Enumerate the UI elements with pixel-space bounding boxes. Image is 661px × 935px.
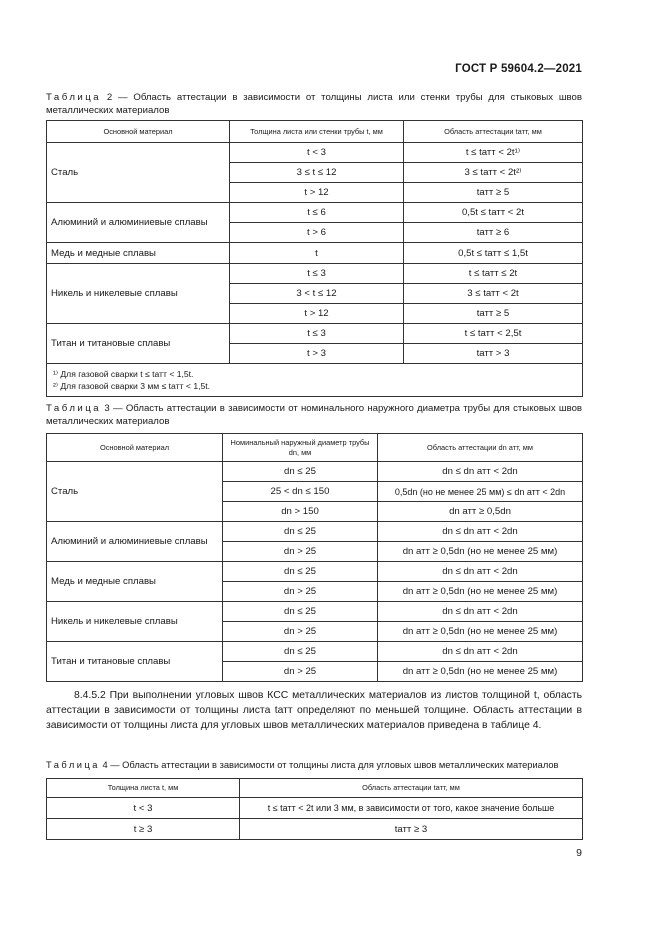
table3-material: Никель и никелевые сплавы (47, 602, 223, 642)
table4-header-range: Область аттестации tатт, мм (240, 779, 583, 798)
table2-thickness: t < 3 (230, 143, 404, 163)
table3-caption-word: Таблица (46, 403, 102, 414)
table3-range: dn атт ≥ 0,5dn (но не менее 25 мм) (378, 622, 583, 642)
table2 (46, 120, 583, 397)
table3-diameter: dn ≤ 25 (223, 462, 378, 482)
table4-range: t ≤ tатт < 2t или 3 мм, в зависимости от того, какое значение больше (240, 798, 583, 819)
table2-footnotes (47, 364, 583, 397)
table3-diameter: dn > 25 (223, 542, 378, 562)
table3-range: dn ≤ dn атт < 2dn (378, 562, 583, 582)
table2-range: t ≤ tатт ≤ 2t (404, 264, 583, 284)
table2-header-thickness: Толщина листа или стенки трубы t, мм (230, 121, 404, 143)
table2-range: t ≤ tатт < 2,5t (404, 324, 583, 344)
table3-range: dn атт ≥ 0,5dn (но не менее 25 мм) (378, 542, 583, 562)
table4-thickness: t < 3 (47, 798, 240, 819)
table3-header-material: Основной материал (47, 434, 223, 462)
table3-range: dn атт ≥ 0,5dn (но не менее 25 мм) (378, 582, 583, 602)
table4-header-thickness: Толщина листа t, мм (47, 779, 240, 798)
table2-thickness: t ≤ 3 (230, 264, 404, 284)
table3-diameter: dn > 25 (223, 622, 378, 642)
table2-range: 3 ≤ tатт < 2t (404, 284, 583, 304)
table3-diameter: dn > 25 (223, 662, 378, 682)
table3-range: dn ≤ dn атт < 2dn (378, 602, 583, 622)
table2-caption-text: 2 — Область аттестации в зависимости от толщины листа или стенки трубы для стыковых швов металлических материалов (46, 92, 582, 116)
table2-range: 3 ≤ tатт < 2t²⁾ (404, 163, 583, 183)
table2-range: tатт ≥ 5 (404, 183, 583, 203)
table4-caption-word: Таблица (46, 760, 100, 770)
table4-range: tатт ≥ 3 (240, 819, 583, 840)
body-paragraph: 8.4.5.2 При выполнении угловых швов КСС металлических материалов из листов толщиной t, область аттестации в зависимости от толщины листа tатт определяют по меньшей толщине. Область аттестации в зависимости от толщины листа для угловых швов металлических материалов приведена в таблице 4. (46, 690, 582, 731)
table3-header-diameter: Номинальный наружный диаметр трубы dn, мм (223, 434, 378, 462)
table3-material: Медь и медные сплавы (47, 562, 223, 602)
table2-range: 0,5t ≤ tатт ≤ 1,5t (404, 243, 583, 264)
table2-thickness: t > 6 (230, 223, 404, 243)
table3-caption (46, 402, 582, 428)
table2-thickness: t ≤ 3 (230, 324, 404, 344)
table2-range: t ≤ tатт < 2t¹⁾ (404, 143, 583, 163)
table2-range: tатт ≥ 6 (404, 223, 583, 243)
table3-caption-text: 3 — Область аттестации в зависимости от номинального наружного диаметра трубы для стыковых швов металлических материалов (46, 403, 582, 427)
table2-material: Никель и никелевые сплавы (47, 264, 230, 324)
table2-range: tатт ≥ 5 (404, 304, 583, 324)
table4 (46, 778, 583, 840)
table4-caption-text: 4 — Область аттестации в зависимости от толщины листа для угловых швов металлических материалов (102, 760, 559, 770)
table3-diameter: dn ≤ 25 (223, 522, 378, 542)
table2-thickness: 3 < t ≤ 12 (230, 284, 404, 304)
table2-thickness: t > 3 (230, 344, 404, 364)
table3-range: dn ≤ dn атт < 2dn (378, 462, 583, 482)
table3-material: Титан и титановые сплавы (47, 642, 223, 682)
table3-range: 0,5dn (но не менее 25 мм) ≤ dn атт < 2dn (378, 482, 583, 502)
table2-range: tатт > 3 (404, 344, 583, 364)
table2-caption (46, 91, 582, 117)
table3-range: dn ≤ dn атт < 2dn (378, 642, 583, 662)
table2-thickness: t (230, 243, 404, 264)
table2-header-material: Основной материал (47, 121, 230, 143)
table2-material: Медь и медные сплавы (47, 243, 230, 264)
table3-diameter: dn ≤ 25 (223, 602, 378, 622)
table2-thickness: t ≤ 6 (230, 203, 404, 223)
table4-thickness: t ≥ 3 (47, 819, 240, 840)
table2-header-range: Область аттестации tатт, мм (404, 121, 583, 143)
table2-thickness: t > 12 (230, 183, 404, 203)
table2-material: Сталь (47, 143, 230, 203)
table3-material: Алюминий и алюминиевые сплавы (47, 522, 223, 562)
page-number: 9 (576, 847, 582, 859)
table4-caption (46, 759, 582, 772)
table3-range: dn ≤ dn атт < 2dn (378, 522, 583, 542)
table3 (46, 433, 583, 682)
table2-caption-word: Таблица (46, 92, 102, 103)
table2-thickness: t > 12 (230, 304, 404, 324)
table3-header-range: Область аттестации dn атт, мм (378, 434, 583, 462)
table3-diameter: dn > 25 (223, 582, 378, 602)
table3-range: dn атт ≥ 0,5dn (но не менее 25 мм) (378, 662, 583, 682)
document-header: ГОСТ Р 59604.2—2021 (455, 63, 582, 75)
table3-material: Сталь (47, 462, 223, 522)
table3-diameter: dn > 150 (223, 502, 378, 522)
table2-thickness: 3 ≤ t ≤ 12 (230, 163, 404, 183)
table2-material: Титан и титановые сплавы (47, 324, 230, 364)
table2-footnote: ¹⁾ Для газовой сварки t ≤ tатт < 1,5t. (53, 369, 194, 379)
table2-footnote: ²⁾ Для газовой сварки 3 мм ≤ tатт < 1,5t. (53, 381, 211, 391)
table2-material: Алюминий и алюминиевые сплавы (47, 203, 230, 243)
table2-range: 0,5t ≤ tатт < 2t (404, 203, 583, 223)
table3-diameter: 25 < dn ≤ 150 (223, 482, 378, 502)
table3-diameter: dn ≤ 25 (223, 642, 378, 662)
table3-diameter: dn ≤ 25 (223, 562, 378, 582)
table3-range: dn атт ≥ 0,5dn (378, 502, 583, 522)
